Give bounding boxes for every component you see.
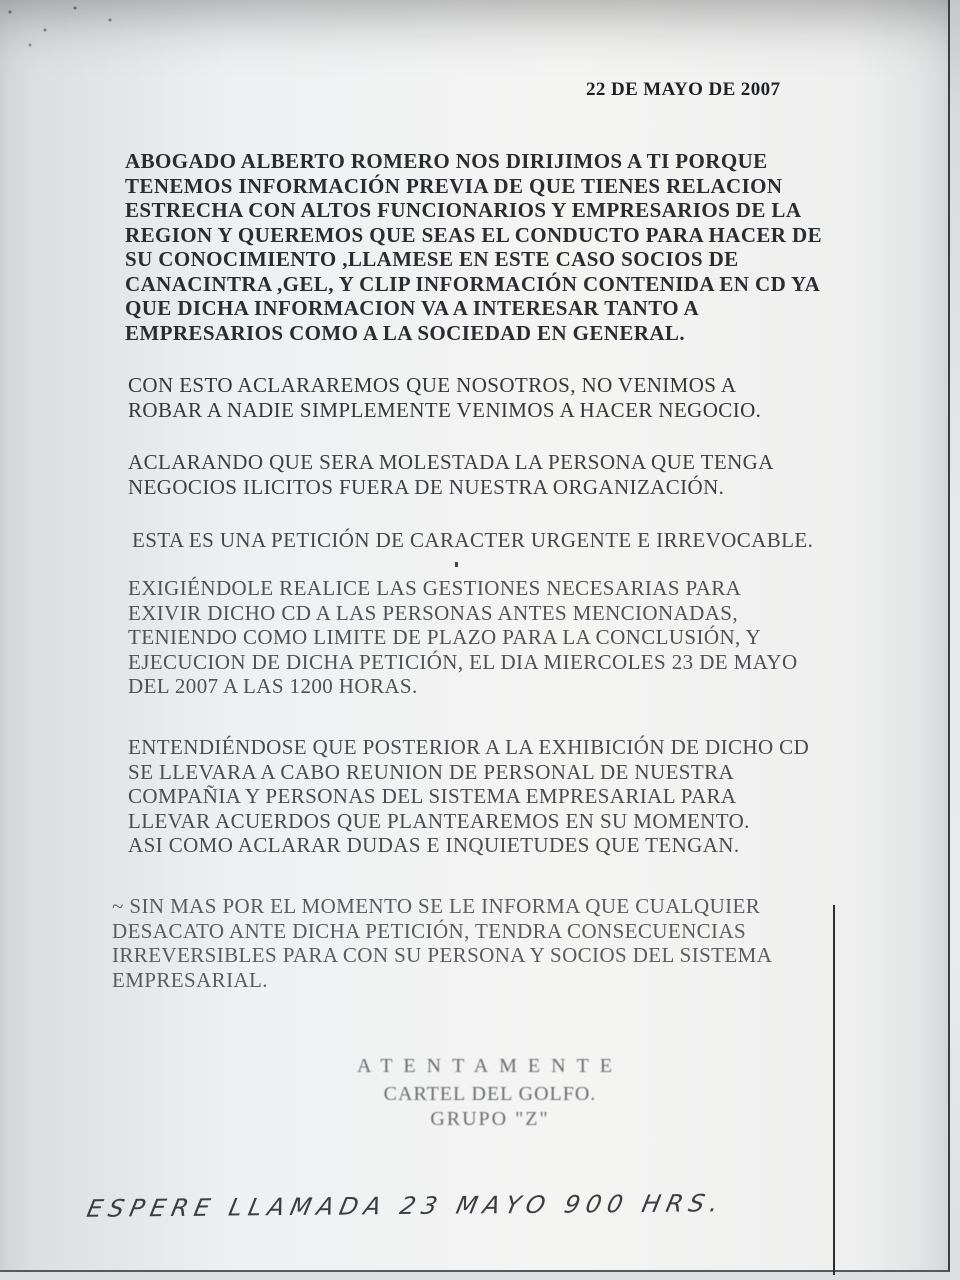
letter-date: 22 DE MAYO DE 2007 <box>586 79 781 100</box>
paragraph-3: ACLARANDO QUE SERA MOLESTADA LA PERSONA QUE TENGA NEGOCIOS ILICITOS FUERA DE NUESTRA ORGANIZACIÓN. <box>128 450 774 499</box>
margin-line <box>833 905 835 1275</box>
paragraph-2: CON ESTO ACLARAREMOS QUE NOSOTROS, NO VENIMOS A ROBAR A NADIE SIMPLEMENTE VENIMOS A HACER NEGOCIO. <box>128 373 762 422</box>
scan-noise <box>0 0 140 80</box>
signature-group: GRUPO "Z" <box>430 1108 550 1130</box>
stray-mark <box>455 562 458 567</box>
handwritten-note: ESPERE LLAMADA 23 MAYO 900 HRS. <box>84 1189 727 1223</box>
paragraph-7: ~ SIN MAS POR EL MOMENTO SE LE INFORMA QUE CUALQUIER DESACATO ANTE DICHA PETICIÓN, TENDRA CONSECUENCIAS IRREVERSIBLES PARA CON SU PERSONA Y SOCIOS DEL SISTEMA EMPRESARIAL. <box>112 894 773 992</box>
paragraph-5: EXIGIÉNDOLE REALICE LAS GESTIONES NECESARIAS PARA EXIVIR DICHO CD A LAS PERSONAS ANTES MENCIONADAS, TENIENDO COMO LIMITE DE PLAZO PARA LA CONCLUSIÓN, Y EJECUCION DE DICHA PETICIÓN, EL DIA MIERCOLES 23 DE MAYO DEL 2007 A LAS 1200 HORAS. <box>128 576 798 698</box>
signature-closing: ATENTAMENTE <box>356 1055 624 1077</box>
paragraph-1: ABOGADO ALBERTO ROMERO NOS DIRIJIMOS A TI PORQUE TENEMOS INFORMACIÓN PREVIA DE QUE TIENES RELACION ESTRECHA CON ALTOS FUNCIONARIOS Y EMPRESARIOS DE LA REGION Y QUEREMOS QUE SEAS EL CONDUCTO PARA HACER DE SU CONOCIMIENTO ,LLAMESE EN ESTE CASO SOCIOS DE CANACINTRA ,GEL, Y CLIP INFORMACIÓN CONTENIDA EN CD YA QUE DICHA INFORMACION VA A INTERESAR TANTO A EMPRESARIOS COMO A LA SOCIEDAD EN GENERAL. <box>125 149 822 345</box>
signature-organization: CARTEL DEL GOLFO. <box>383 1083 597 1105</box>
paragraph-6: ENTENDIÉNDOSE QUE POSTERIOR A LA EXHIBICIÓN DE DICHO CD SE LLEVARA A CABO REUNION DE PERSONAL DE NUESTRA COMPAÑIA Y PERSONAS DEL SISTEMA EMPRESARIAL PARA LLEVAR ACUERDOS QUE PLANTEAREMOS EN SU MOMENTO. ASI COMO ACLARAR DUDAS E INQUIETUDES QUE TENGAN. <box>128 735 810 857</box>
paragraph-4: ESTA ES UNA PETICIÓN DE CARACTER URGENTE E IRREVOCABLE. <box>132 528 814 552</box>
